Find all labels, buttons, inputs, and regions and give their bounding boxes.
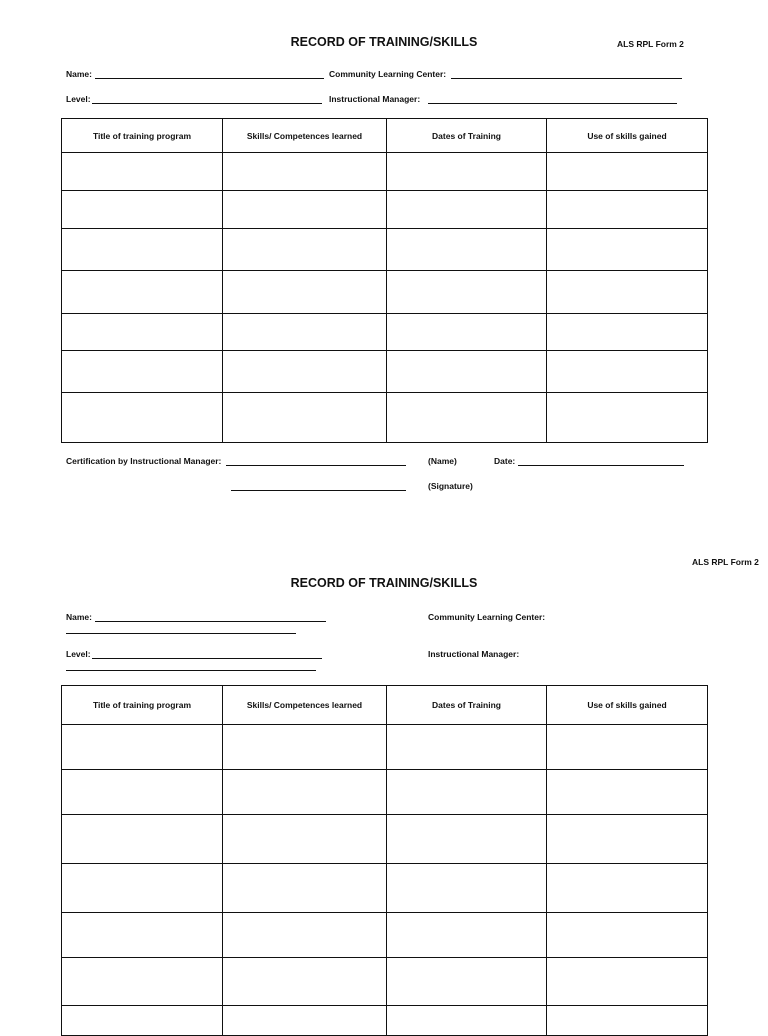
table-row	[62, 864, 708, 913]
table-cell[interactable]	[387, 725, 547, 770]
table-cell[interactable]	[223, 191, 387, 229]
table-cell[interactable]	[387, 271, 547, 314]
table-cell[interactable]	[223, 958, 387, 1006]
form2-table-header	[62, 686, 708, 725]
table-cell[interactable]	[387, 864, 547, 913]
table-cell[interactable]	[223, 351, 387, 393]
form2-name-line-2[interactable]	[66, 633, 296, 634]
form2-clc-label: Community Learning Center:	[428, 612, 546, 622]
form1-clc-label: Community Learning Center:	[329, 69, 447, 79]
form1-signature-line[interactable]	[231, 490, 406, 491]
table-row	[62, 725, 708, 770]
table-cell[interactable]	[387, 815, 547, 864]
table-cell[interactable]	[547, 271, 708, 314]
table-cell[interactable]	[547, 864, 708, 913]
table-cell[interactable]	[387, 191, 547, 229]
table-cell[interactable]	[223, 864, 387, 913]
table-cell[interactable]	[223, 770, 387, 815]
form2-col-dates: Dates of Training	[387, 686, 547, 725]
table-row	[62, 815, 708, 864]
form1-col-skills: Skills/ Competences learned	[223, 119, 387, 153]
table-row	[62, 153, 708, 191]
table-cell[interactable]	[223, 314, 387, 351]
table-row	[62, 191, 708, 229]
table-cell[interactable]	[223, 913, 387, 958]
table-cell[interactable]	[62, 191, 223, 229]
table-cell[interactable]	[387, 1006, 547, 1036]
form1-name-caption: (Name)	[428, 456, 457, 466]
table-cell[interactable]	[387, 958, 547, 1006]
form2-training-table	[61, 685, 708, 1036]
table-cell[interactable]	[62, 815, 223, 864]
form2-level-line-2[interactable]	[66, 670, 316, 671]
table-row	[62, 913, 708, 958]
table-cell[interactable]	[547, 770, 708, 815]
table-row	[62, 1006, 708, 1036]
table-cell[interactable]	[547, 913, 708, 958]
table-cell[interactable]	[62, 271, 223, 314]
table-cell[interactable]	[387, 351, 547, 393]
table-cell[interactable]	[223, 1006, 387, 1036]
form2-form-number: ALS RPL Form 2	[692, 557, 759, 567]
table-cell[interactable]	[62, 314, 223, 351]
table-cell[interactable]	[547, 314, 708, 351]
form1-level-line[interactable]	[92, 103, 322, 104]
form2-title: RECORD OF TRAINING/SKILLS	[290, 576, 478, 590]
table-cell[interactable]	[62, 864, 223, 913]
form1-col-title: Title of training program	[62, 119, 223, 153]
form2-level-line[interactable]	[92, 658, 322, 659]
table-cell[interactable]	[62, 913, 223, 958]
table-cell[interactable]	[62, 770, 223, 815]
table-cell[interactable]	[62, 229, 223, 271]
form1-training-table	[61, 118, 708, 443]
form2-level-label: Level:	[66, 649, 91, 659]
form1-signature-caption: (Signature)	[428, 481, 473, 491]
form1-table-header	[62, 119, 708, 153]
table-cell[interactable]	[547, 351, 708, 393]
form2-col-title: Title of training program	[62, 686, 223, 725]
table-cell[interactable]	[547, 191, 708, 229]
table-row	[62, 271, 708, 314]
form1-date-label: Date:	[494, 456, 516, 466]
table-cell[interactable]	[62, 725, 223, 770]
form1-col-use: Use of skills gained	[547, 119, 708, 153]
table-cell[interactable]	[387, 229, 547, 271]
form1-level-label: Level:	[66, 94, 91, 104]
table-cell[interactable]	[223, 725, 387, 770]
table-cell[interactable]	[387, 770, 547, 815]
table-cell[interactable]	[223, 271, 387, 314]
form1-certification-label: Certification by Instructional Manager:	[66, 456, 222, 466]
table-cell[interactable]	[62, 958, 223, 1006]
form1-title: RECORD OF TRAINING/SKILLS	[290, 35, 478, 49]
table-cell[interactable]	[387, 153, 547, 191]
table-cell[interactable]	[223, 229, 387, 271]
table-cell[interactable]	[387, 913, 547, 958]
form2-im-label: Instructional Manager:	[428, 649, 520, 659]
form1-form-number: ALS RPL Form 2	[617, 39, 684, 49]
form1-col-dates: Dates of Training	[387, 119, 547, 153]
form2-col-use: Use of skills gained	[547, 686, 708, 725]
form1-name-label: Name:	[66, 69, 92, 79]
table-cell[interactable]	[547, 1006, 708, 1036]
table-cell[interactable]	[547, 153, 708, 191]
table-cell[interactable]	[62, 393, 223, 443]
table-row	[62, 314, 708, 351]
form1-cert-name-line[interactable]	[226, 465, 406, 466]
table-row	[62, 770, 708, 815]
table-cell[interactable]	[547, 815, 708, 864]
table-cell[interactable]	[387, 314, 547, 351]
table-cell[interactable]	[62, 351, 223, 393]
form1-im-line[interactable]	[428, 103, 677, 104]
form2-col-skills: Skills/ Competences learned	[223, 686, 387, 725]
table-row	[62, 351, 708, 393]
table-cell[interactable]	[223, 815, 387, 864]
table-cell[interactable]	[547, 393, 708, 443]
form2-name-line[interactable]	[95, 621, 326, 622]
table-cell[interactable]	[387, 393, 547, 443]
table-cell[interactable]	[62, 153, 223, 191]
table-row	[62, 958, 708, 1006]
form1-date-line[interactable]	[518, 465, 684, 466]
table-cell[interactable]	[547, 958, 708, 1006]
form1-clc-line[interactable]	[451, 78, 682, 79]
form1-im-label: Instructional Manager:	[329, 94, 421, 104]
table-row	[62, 229, 708, 271]
table-cell[interactable]	[547, 229, 708, 271]
table-cell[interactable]	[62, 1006, 223, 1036]
table-row	[62, 393, 708, 443]
table-cell[interactable]	[223, 153, 387, 191]
table-cell[interactable]	[547, 725, 708, 770]
table-cell[interactable]	[223, 393, 387, 443]
form2-name-label: Name:	[66, 612, 92, 622]
form1-name-line[interactable]	[95, 78, 324, 79]
